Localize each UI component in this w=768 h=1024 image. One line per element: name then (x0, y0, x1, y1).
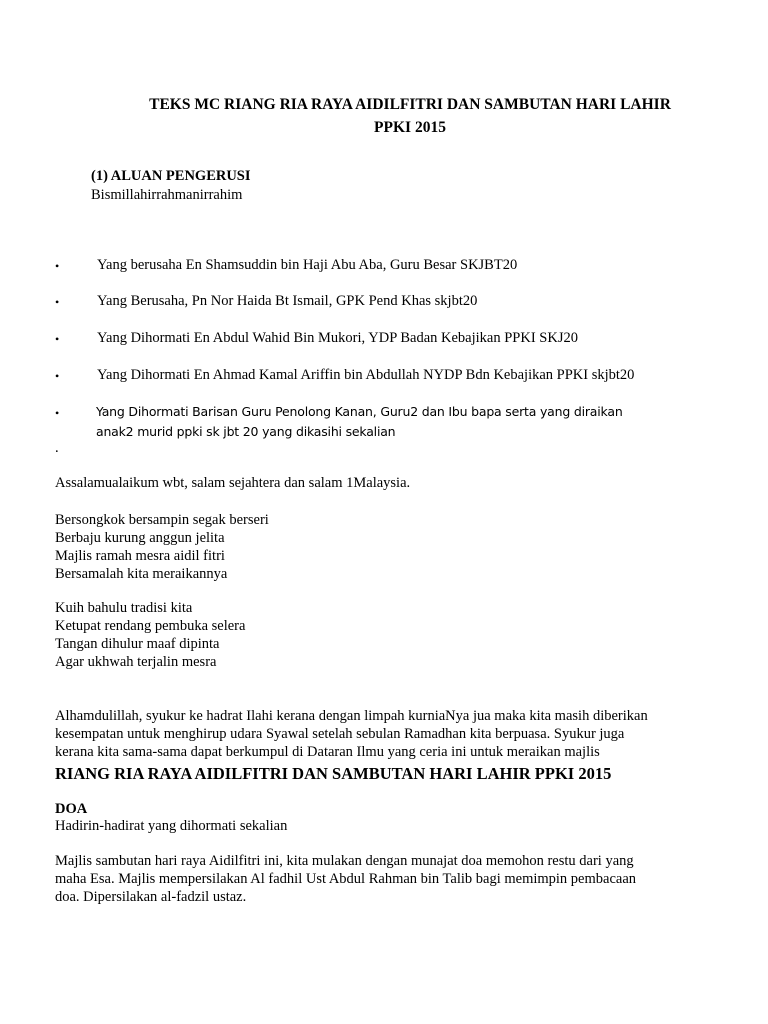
pantun-line: Bersongkok bersampin segak berseri (55, 512, 269, 528)
paragraph-line: kerana kita sama-sama dapat berkumpul di Dataran Ilmu yang ceria ini untuk meraikan majlis (55, 744, 600, 760)
stray-period: . (55, 440, 59, 456)
section-heading-aluan: (1) ALUAN PENGERUSI (91, 168, 251, 184)
pantun-line: Tangan dihulur maaf dipinta (55, 636, 220, 652)
list-item-text: Yang Dihormati Barisan Guru Penolong Kanan, Guru2 dan Ibu bapa serta yang diraikan (96, 404, 623, 419)
bullet-marker: • (55, 332, 60, 346)
pantun-line: Majlis ramah mesra aidil fitri (55, 548, 225, 564)
bullet-marker: • (55, 406, 60, 420)
paragraph-line: kesempatan untuk menghirup udara Syawal setelah sebulan Ramadhan kita berpuasa. Syukur juga (55, 726, 625, 742)
doa-heading: DOA (55, 801, 88, 817)
list-item-text: Yang Berusaha, Pn Nor Haida Bt Ismail, GPK Pend Khas skjbt20 (97, 293, 478, 309)
bullet-marker: • (55, 295, 60, 309)
bullet-marker: • (55, 259, 60, 273)
pantun-line: Agar ukhwah terjalin mesra (55, 654, 217, 670)
greeting-text: Assalamualaikum wbt, salam sejahtera dan salam 1Malaysia. (55, 475, 411, 491)
paragraph-line: doa. Dipersilakan al-fadzil ustaz. (55, 889, 247, 905)
title-line-2: PPKI 2015 (374, 119, 446, 136)
doa-subtext: Hadirin-hadirat yang dihormati sekalian (55, 818, 288, 834)
list-item-text-continued: anak2 murid ppki sk jbt 20 yang dikasihi sekalian (96, 424, 396, 439)
event-heading: RIANG RIA RAYA AIDILFITRI DAN SAMBUTAN HARI LAHIR PPKI 2015 (55, 764, 612, 783)
title-line-1: TEKS MC RIANG RIA RAYA AIDILFITRI DAN SAMBUTAN HARI LAHIR (149, 96, 671, 113)
document-title (60, 93, 760, 139)
list-item-text: Yang berusaha En Shamsuddin bin Haji Abu Aba, Guru Besar SKJBT20 (97, 257, 518, 273)
paragraph-line: maha Esa. Majlis mempersilakan Al fadhil Ust Abdul Rahman bin Talib bagi memimpin pembacaan (55, 871, 637, 887)
bullet-marker: • (55, 369, 60, 383)
pantun-line: Berbaju kurung anggun jelita (55, 530, 225, 546)
pantun-line: Ketupat rendang pembuka selera (55, 618, 246, 634)
paragraph-line: Alhamdulillah, syukur ke hadrat Ilahi kerana dengan limpah kurniaNya jua maka kita masih diberikan (55, 708, 648, 724)
pantun-line: Bersamalah kita meraikannya (55, 566, 228, 582)
list-item-text: Yang Dihormati En Abdul Wahid Bin Mukori, YDP Badan Kebajikan PPKI SKJ20 (97, 330, 578, 346)
pantun-line: Kuih bahulu tradisi kita (55, 600, 193, 616)
list-item-text: Yang Dihormati En Ahmad Kamal Ariffin bin Abdullah NYDP Bdn Kebajikan PPKI skjbt20 (97, 367, 635, 383)
bismillah-text: Bismillahirrahmanirrahim (91, 187, 243, 203)
paragraph-line: Majlis sambutan hari raya Aidilfitri ini, kita mulakan dengan munajat doa memohon restu dari yang (55, 853, 634, 869)
